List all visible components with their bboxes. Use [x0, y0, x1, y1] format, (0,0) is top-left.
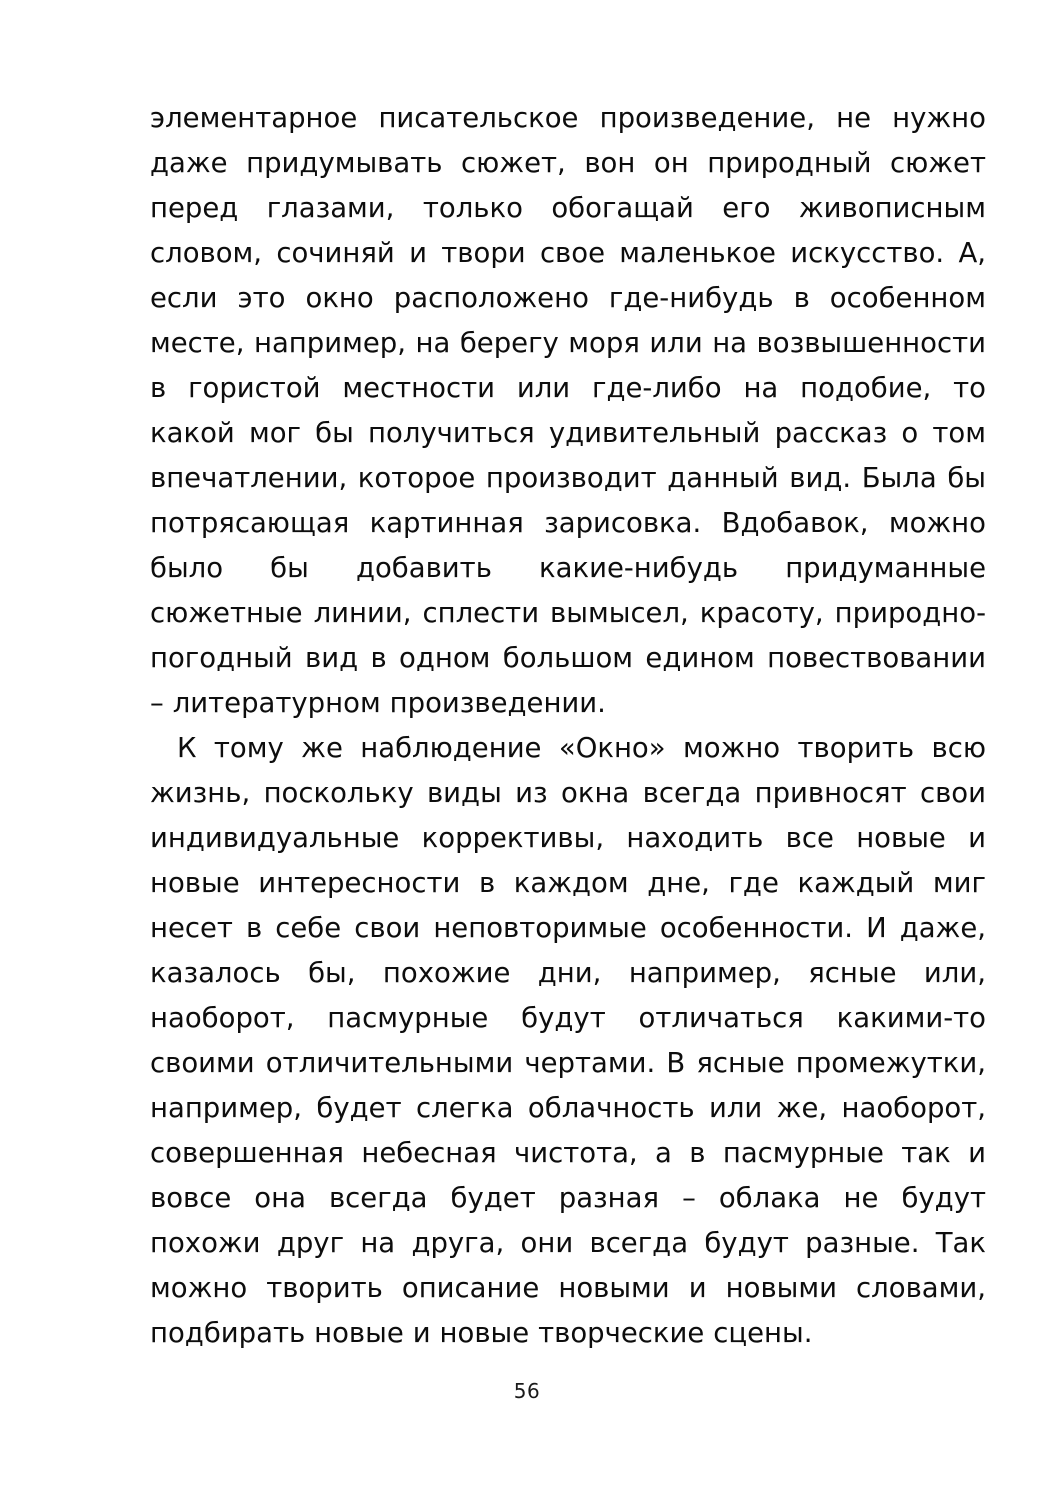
paragraph-continued: элементарное писательское произведение, не нужно даже придумывать сюжет, вон он природный сюжет перед глазами, только обогащай его живописным словом, сочиняй и твори свое маленькое искусство. А, если это окно расположено где-нибудь в особенном месте, например, на берегу моря или на возвышенности в гористой местности или где-либо на подобие, то какой мог бы получиться удивительный рассказ о том впечатлении, которое производит данный вид. Была бы потрясающая картинная зарисовка. Вдобавок, можно было бы добавить какие-нибудь придуманные сюжетные линии, сплести вымысел, красоту, природно-погодный вид в одном большом едином повествовании – литературном произведении.	[150, 102, 986, 719]
page-number: 56	[513, 1379, 541, 1403]
text-column	[150, 96, 986, 1356]
paragraph-window-observation: К тому же наблюдение «Окно» можно творить всю жизнь, поскольку виды из окна всегда привносят свои индивидуальные коррективы, находить все новые и новые интересности в каждом дне, где каждый миг несет в себе свои неповторимые особенности. И даже, казалось бы, похожие дни, например, ясные или, наоборот, пасмурные будут отличаться какими-то своими отличительными чертами. В ясные промежутки, например, будет слегка облачность или же, наоборот, совершенная небесная чистота, а в пасмурные так и вовсе она всегда будет разная – облака не будут похожи друг на друга, они всегда будут разные. Так можно творить описание новыми и новыми словами, подбирать новые и новые творческие сцены.	[150, 732, 986, 1349]
